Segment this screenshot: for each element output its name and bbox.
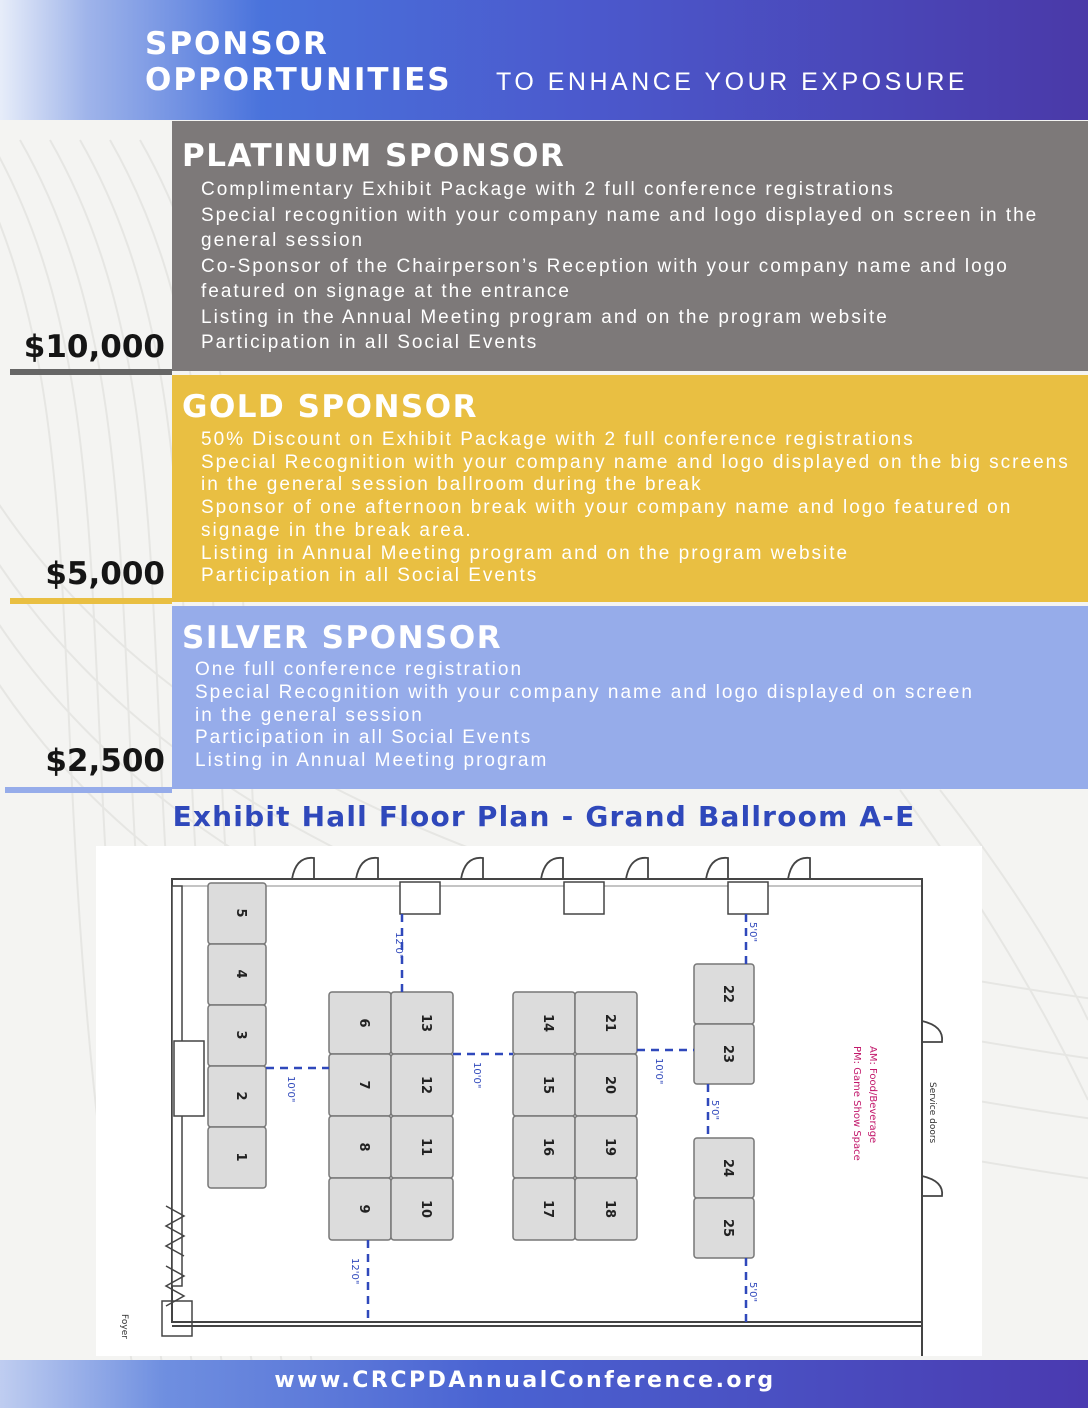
booth-label: 10	[418, 1199, 433, 1219]
benefit-item: Participation in all Social Events	[201, 565, 539, 587]
dimension-label: 10'0"	[285, 1076, 296, 1103]
service-doors-label: Service doors	[927, 1082, 937, 1144]
booth-label: 19	[602, 1137, 617, 1157]
dimension-label: 10'0"	[471, 1062, 482, 1089]
page-title-line1: SPONSOR	[145, 26, 329, 62]
benefit-item: Special recognition with your company name and logo displayed on screen in the general session	[201, 204, 1039, 251]
platinum-price: $10,000	[23, 329, 165, 365]
booth-label: 17	[540, 1199, 555, 1219]
page-title	[145, 26, 452, 98]
gold-price-underline	[10, 598, 172, 604]
dimension-label: 5'0"	[747, 1282, 758, 1303]
dimension-label: 12'0"	[349, 1258, 360, 1285]
booth-label: 6	[356, 1018, 371, 1028]
booth-label: 1	[233, 1152, 248, 1162]
booth-label: 12	[418, 1075, 433, 1095]
benefit-list	[201, 177, 1071, 356]
booth-label: 20	[602, 1075, 617, 1095]
website-link[interactable]: www.CRCPDAnnualConference.org	[274, 1368, 776, 1393]
benefit-item: Listing in Annual Meeting program and on the program website	[201, 542, 850, 564]
benefit-item: Special Recognition with your company name and logo displayed on the big screens in the general session ballroom during the break	[201, 451, 1070, 496]
benefit-item: Complimentary Exhibit Package with 2 full conference registrations	[201, 179, 895, 200]
platinum-price-underline	[10, 369, 172, 375]
benefit-item: Participation in all Social Events	[195, 727, 533, 749]
header-banner	[0, 0, 1088, 120]
booth-label: 2	[233, 1091, 248, 1101]
gold-tier-panel	[172, 375, 1088, 602]
booth-label: 4	[233, 969, 248, 979]
benefit-item: Listing in Annual Meeting program	[195, 750, 549, 772]
dimension-label: 10'0"	[653, 1058, 664, 1085]
dimension-label: 5'0"	[709, 1100, 720, 1121]
tier-heading: SILVER SPONSOR	[182, 620, 503, 656]
booth-label: 8	[356, 1142, 371, 1152]
booth-label: 13	[418, 1013, 433, 1033]
booth-label: 15	[540, 1075, 555, 1095]
page-subtitle: TO ENHANCE YOUR EXPOSURE	[496, 68, 969, 96]
tier-heading: PLATINUM SPONSOR	[182, 138, 566, 174]
booth-label: 24	[720, 1158, 735, 1178]
tier-heading: GOLD SPONSOR	[182, 389, 478, 425]
floor-plan-title: Exhibit Hall Floor Plan - Grand Ballroom A-E	[172, 800, 916, 833]
booth-label: 5	[233, 908, 248, 918]
booth-label: 18	[602, 1199, 617, 1219]
silver-price-underline	[5, 787, 172, 793]
dimension-label: 12'0"	[393, 932, 404, 959]
benefit-list	[201, 429, 1071, 588]
benefit-item: Sponsor of one afternoon break with your company name and logo featured on signage in the break area.	[201, 497, 1013, 541]
foyer-label: Foyer	[119, 1314, 129, 1339]
benefit-item: Special Recognition with your company name and logo displayed on screen in the general session	[195, 681, 974, 726]
booth-label: 7	[356, 1080, 371, 1090]
gold-price: $5,000	[45, 556, 165, 592]
benefit-item: 50% Discount on Exhibit Package with 2 full conference registrations	[201, 429, 915, 450]
silver-price: $2,500	[45, 743, 165, 779]
plan-note-pm: PM: Game Show Space	[851, 1046, 862, 1161]
booth-label: 9	[356, 1204, 371, 1214]
dimension-label: 5'0"	[747, 922, 758, 943]
booth-label: 21	[602, 1013, 617, 1033]
plan-note-am: AM: Food/Beverage	[867, 1046, 878, 1144]
booth-label: 11	[418, 1137, 433, 1157]
booth-label: 25	[720, 1218, 735, 1238]
benefit-item: Participation in all Social Events	[201, 332, 539, 353]
benefit-item: Co-Sponsor of the Chairperson’s Reception with your company name and logo featured on signage at the entrance	[201, 255, 1009, 302]
booth-label: 14	[540, 1013, 555, 1033]
booth-label: 22	[720, 984, 735, 1004]
booth-label: 3	[233, 1030, 248, 1040]
footer-banner	[0, 1360, 1088, 1408]
booth-label: 16	[540, 1137, 555, 1157]
floor-plan	[96, 846, 982, 1356]
floor-plan-drawing	[96, 846, 982, 1356]
page-title-line2: OPPORTUNITIES	[145, 62, 452, 98]
silver-tier-panel	[172, 606, 1088, 789]
benefit-item: One full conference registration	[195, 659, 524, 680]
benefit-item: Listing in the Annual Meeting program and on the program website	[201, 306, 889, 328]
benefit-list	[195, 659, 995, 773]
booth-label: 23	[720, 1044, 735, 1064]
platinum-tier-panel	[172, 121, 1088, 371]
